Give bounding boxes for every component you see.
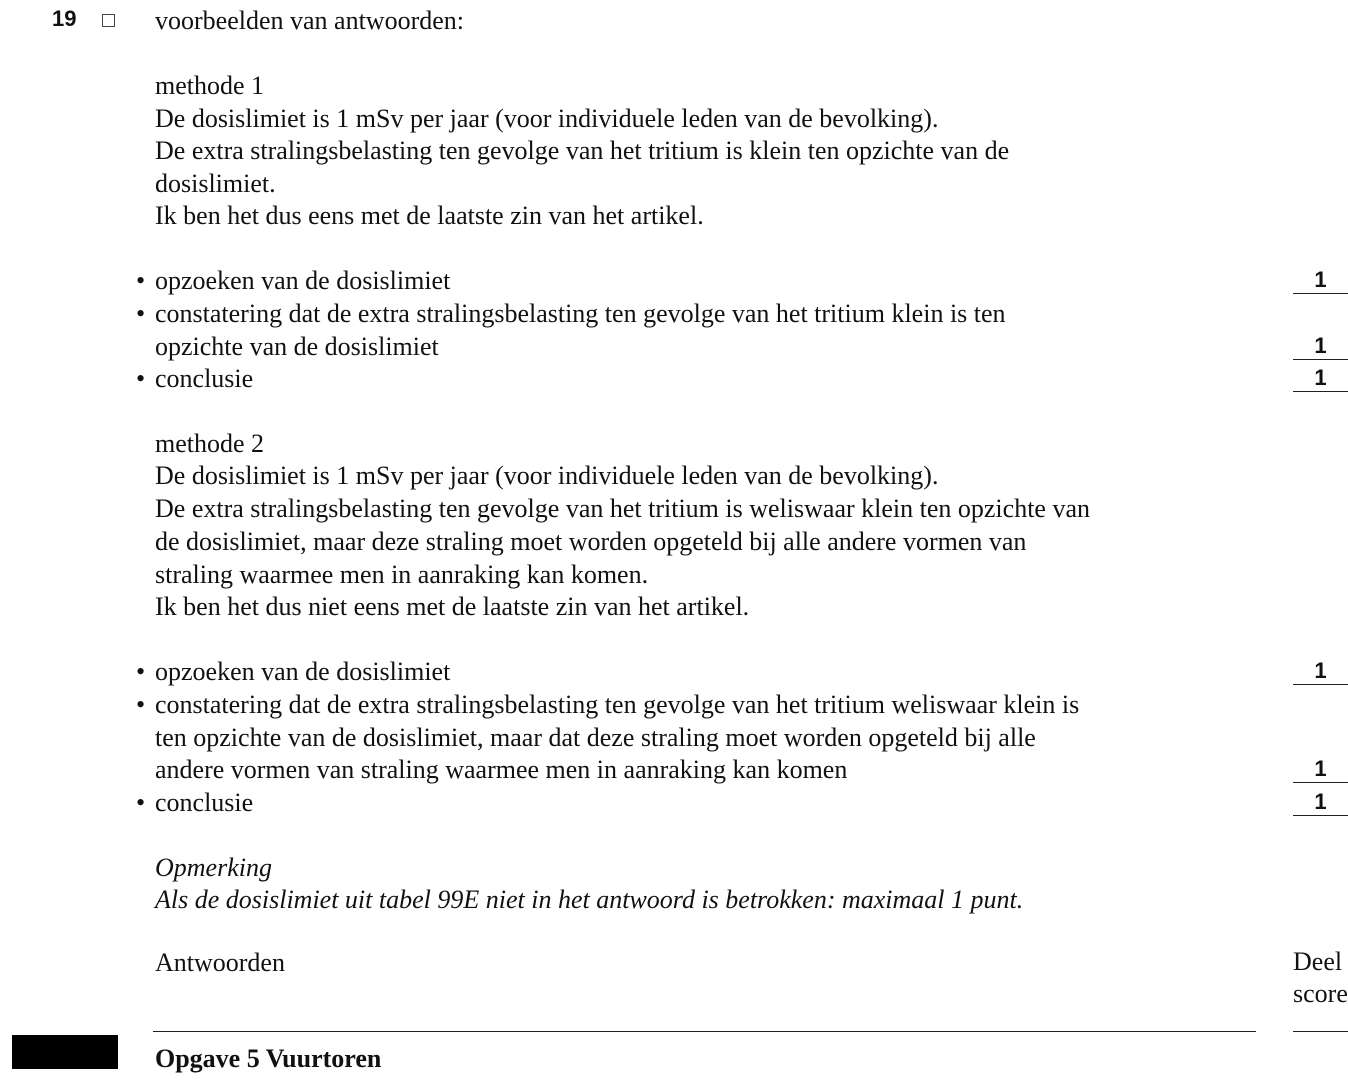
method1-criterion: opzichte van de dosislimiet bbox=[155, 332, 439, 361]
footer-rule-side bbox=[1293, 1031, 1348, 1032]
method2-criterion: andere vormen van straling waarmee men in aanraking kan komen bbox=[155, 755, 848, 784]
method2-criterion: ten opzichte van de dosislimiet, maar dat deze straling moet worden opgeteld bij alle bbox=[155, 723, 1036, 752]
bullet: • bbox=[136, 364, 146, 393]
method2-criterion: conclusie bbox=[155, 788, 254, 817]
bullet: • bbox=[136, 299, 146, 328]
remark-title: Opmerking bbox=[155, 853, 272, 882]
bullet: • bbox=[136, 657, 146, 686]
score-box: 1 bbox=[1293, 334, 1348, 360]
method2-title: methode 2 bbox=[155, 429, 265, 458]
method2-criterion: constatering dat de extra stralingsbelasting ten gevolge van het tritium weliswaar klein is bbox=[155, 690, 1080, 719]
answers-label: Antwoorden bbox=[155, 948, 285, 977]
section-title: Opgave 5 Vuurtoren bbox=[155, 1044, 382, 1073]
score-box: 1 bbox=[1293, 268, 1348, 294]
method2-line: De dosislimiet is 1 mSv per jaar (voor individuele leden van de bevolking). bbox=[155, 461, 939, 490]
method1-criterion: conclusie bbox=[155, 364, 254, 393]
method2-line: De extra stralingsbelasting ten gevolge van het tritium is weliswaar klein ten opzichte van bbox=[155, 494, 1090, 523]
score-box: 1 bbox=[1293, 659, 1348, 685]
bullet: • bbox=[136, 266, 146, 295]
section-marker-block bbox=[12, 1035, 118, 1069]
bullet: • bbox=[136, 788, 146, 817]
checkbox[interactable] bbox=[102, 14, 115, 27]
footer-rule bbox=[153, 1031, 1256, 1032]
remark-text: Als de dosislimiet uit tabel 99E niet in het antwoord is betrokken: maximaal 1 punt. bbox=[155, 885, 1024, 914]
method2-line: straling waarmee men in aanraking kan komen. bbox=[155, 560, 649, 589]
bullet: • bbox=[136, 690, 146, 719]
score-box: 1 bbox=[1293, 757, 1348, 783]
method1-line: dosislimiet. bbox=[155, 169, 276, 198]
method1-line: De extra stralingsbelasting ten gevolge van het tritium is klein ten opzichte van de bbox=[155, 136, 1010, 165]
intro-text: voorbeelden van antwoorden: bbox=[155, 6, 465, 35]
deel-label: Deel bbox=[1293, 947, 1343, 976]
method2-criterion: opzoeken van de dosislimiet bbox=[155, 657, 451, 686]
score-box: 1 bbox=[1293, 790, 1348, 816]
method1-criterion: opzoeken van de dosislimiet bbox=[155, 266, 451, 295]
method2-line: Ik ben het dus niet eens met de laatste zin van het artikel. bbox=[155, 592, 750, 621]
score-box: 1 bbox=[1293, 366, 1348, 392]
method2-line: de dosislimiet, maar deze straling moet worden opgeteld bij alle andere vormen van bbox=[155, 527, 1027, 556]
score-label: score bbox=[1293, 979, 1348, 1008]
question-number: 19 bbox=[52, 6, 77, 31]
method1-line: De dosislimiet is 1 mSv per jaar (voor individuele leden van de bevolking). bbox=[155, 104, 939, 133]
method1-line: Ik ben het dus eens met de laatste zin van het artikel. bbox=[155, 201, 704, 230]
method1-criterion: constatering dat de extra stralingsbelasting ten gevolge van het tritium klein is ten bbox=[155, 299, 1006, 328]
method1-title: methode 1 bbox=[155, 71, 265, 100]
